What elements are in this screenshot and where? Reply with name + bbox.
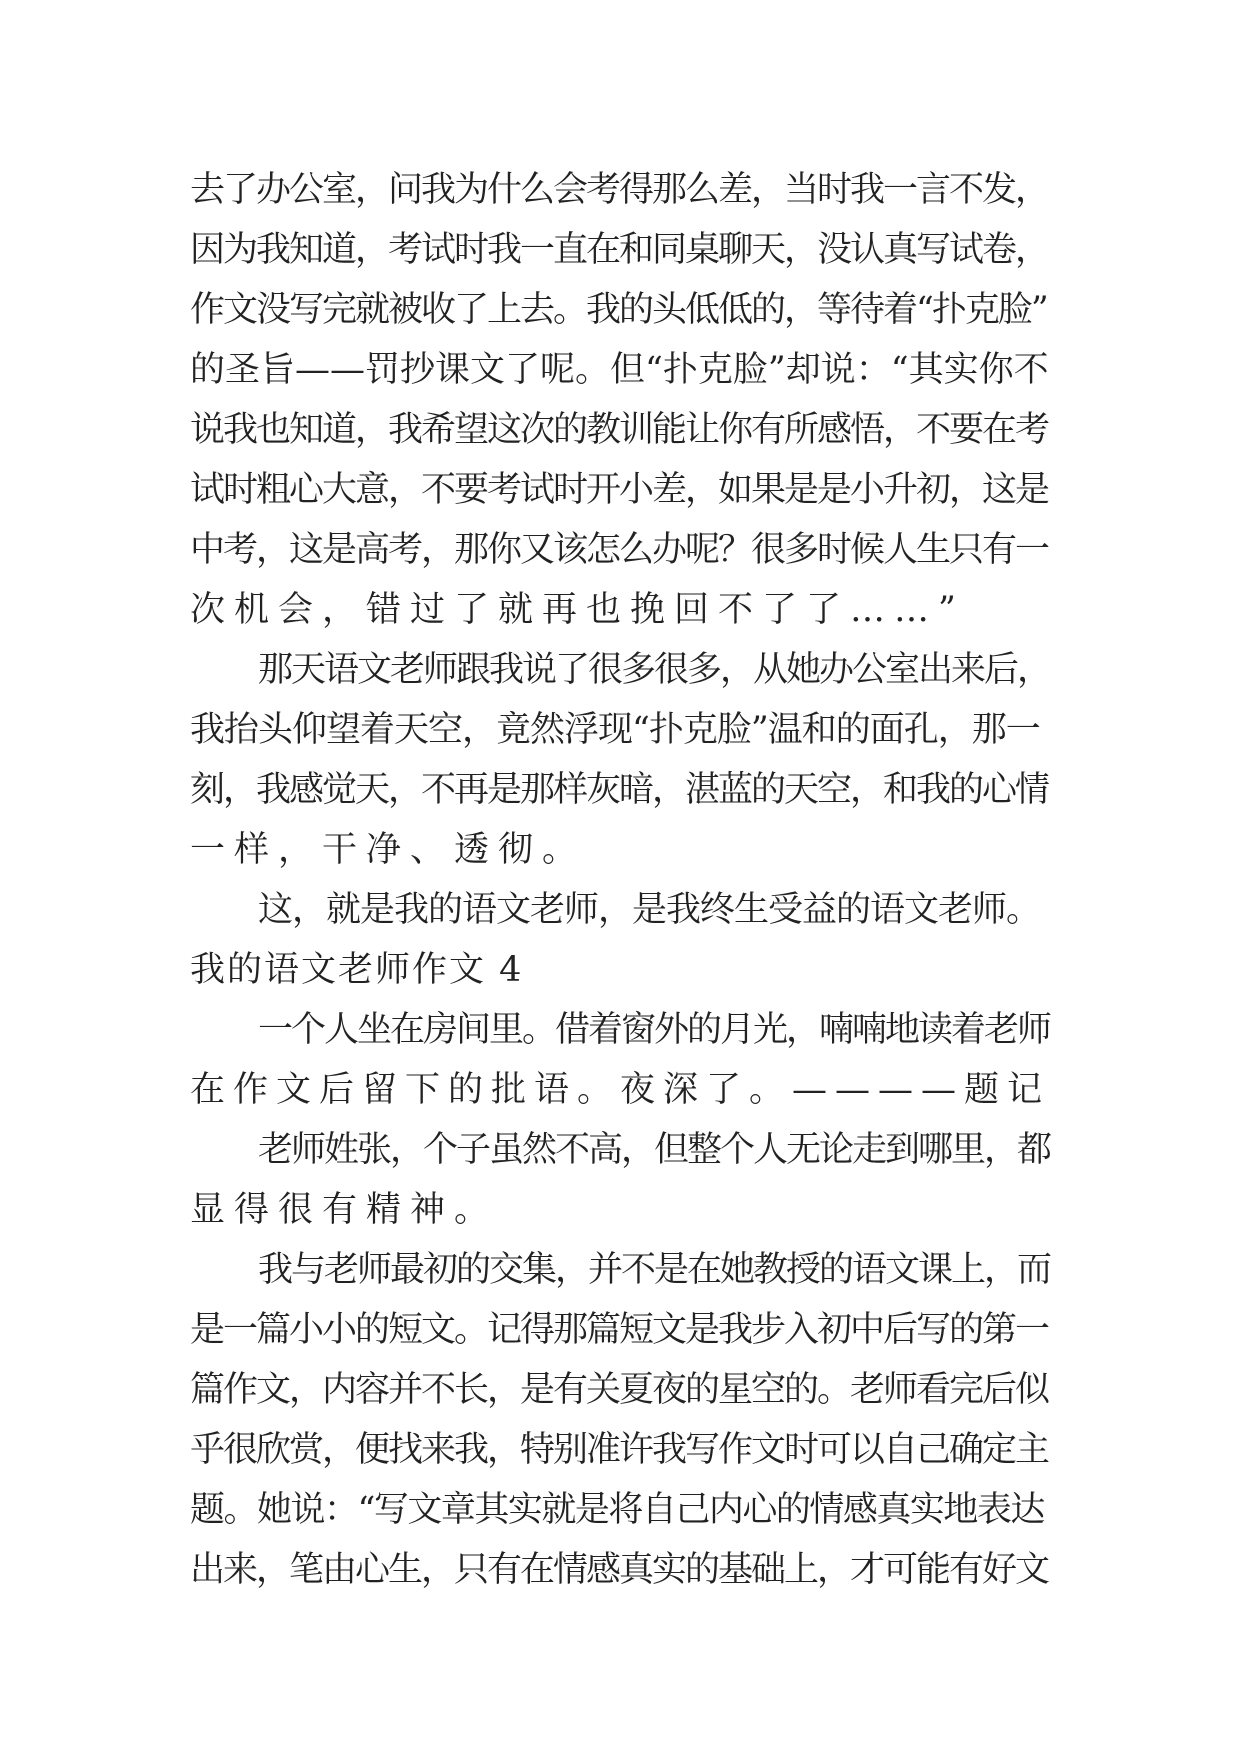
paragraph-start-line: 这，就是我的语文老师，是我终生受益的语文老师。	[258, 890, 1041, 930]
text-line: 去了办公室，问我为什么会考得那么差，当时我一言不发，	[190, 170, 1049, 210]
text-line: 作文没写完就被收了上去。我的头低低的，等待着“扑克脸”	[190, 290, 1047, 330]
paragraph-start-line: 那天语文老师跟我说了很多很多，从她办公室出来后，	[258, 650, 1051, 690]
text-line: 刻，我感觉天，不再是那样灰暗，湛蓝的天空，和我的心情	[190, 770, 1049, 810]
text-line: 中考，这是高考，那你又该怎么办呢？很多时候人生只有一	[190, 530, 1049, 570]
text-line: 因为我知道，考试时我一直在和同桌聊天，没认真写试卷，	[190, 230, 1049, 270]
text-line: 的圣旨——罚抄课文了呢。但“扑克脸”却说：“其实你不	[190, 350, 1049, 390]
paragraph-start-line: 一个人坐在房间里。借着窗外的月光，喃喃地读着老师	[258, 1010, 1051, 1050]
text-line: 篇作文，内容并不长，是有关夏夜的星空的。老师看完后似	[190, 1370, 1049, 1410]
text-line: 次机会，错过了就再也挽回不了了……”	[190, 590, 965, 630]
text-line: 试时粗心大意，不要考试时开小差，如果是是小升初，这是	[190, 470, 1049, 510]
paragraph-start-line: 我与老师最初的交集，并不是在她教授的语文课上，而	[258, 1250, 1051, 1290]
text-line: 是一篇小小的短文。记得那篇短文是我步入初中后写的第一	[190, 1310, 1049, 1350]
text-line: 出来，笔由心生，只有在情感真实的基础上，才可能有好文	[190, 1550, 1049, 1590]
text-line: 乎很欣赏，便找来我，特别准许我写作文时可以自己确定主	[190, 1430, 1049, 1470]
text-line: 在作文后留下的批语。夜深了。————题记	[190, 1070, 1051, 1110]
text-line: 我抬头仰望着天空，竟然浮现“扑克脸”温和的面孔，那一	[190, 710, 1040, 750]
text-line: 显得很有精神。	[190, 1190, 499, 1230]
essay-body	[190, 160, 1050, 1600]
text-line: 一样，干净、透彻。	[190, 830, 587, 870]
paragraph-start-line: 老师姓张，个子虽然不高，但整个人无论走到哪里，都	[258, 1130, 1051, 1170]
text-line: 说我也知道，我希望这次的教训能让你有所感悟，不要在考	[190, 410, 1049, 450]
section-heading: 我的语文老师作文 4	[190, 950, 524, 990]
text-line: 题。她说：“写文章其实就是将自己内心的情感真实地表达	[190, 1490, 1044, 1530]
